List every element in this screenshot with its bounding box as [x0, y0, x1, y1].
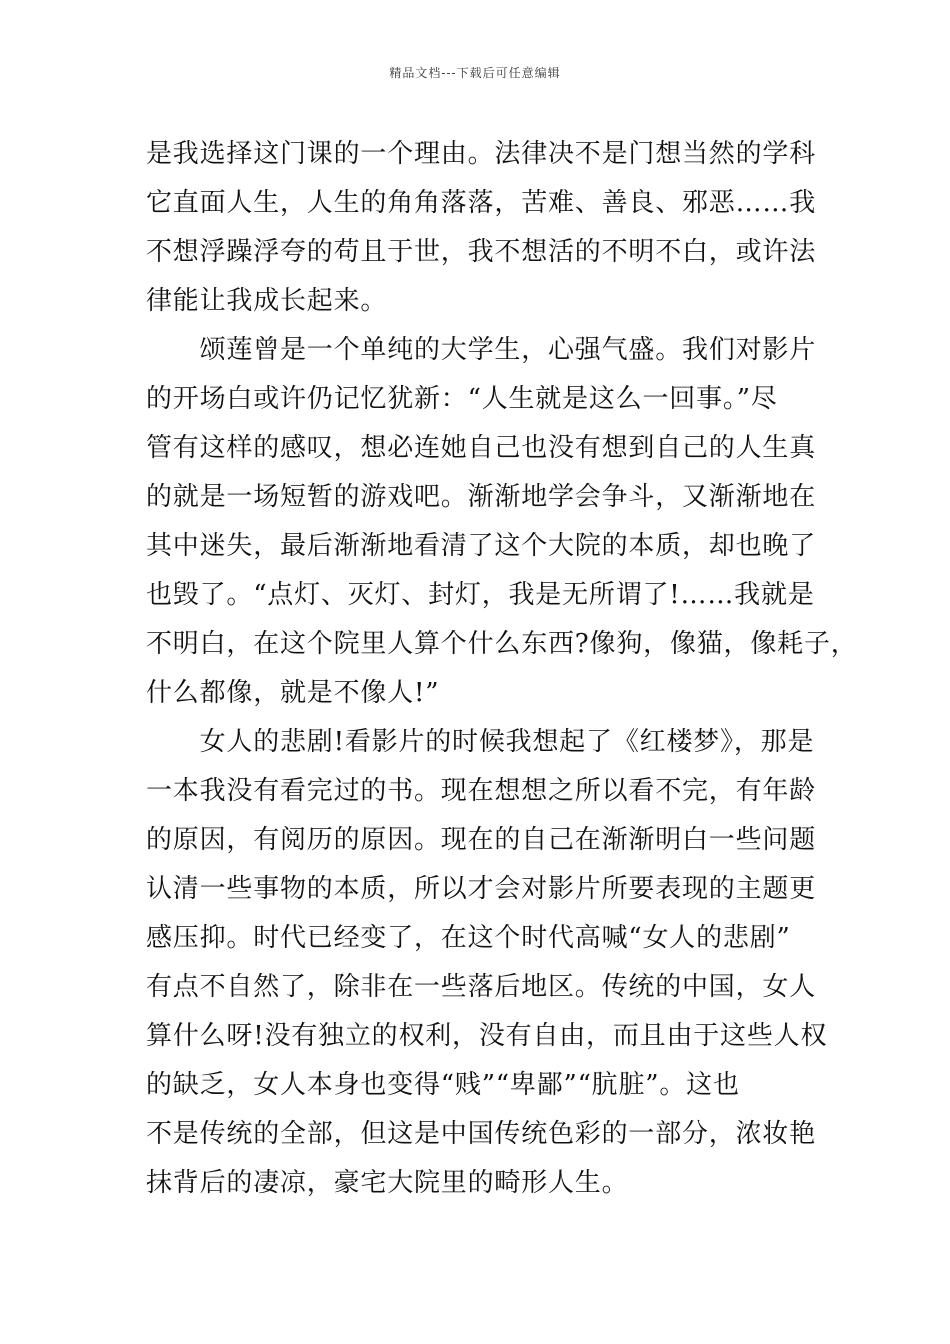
text-line: 有点不自然了，除非在一些落后地区。传统的中国，女人: [146, 972, 817, 1002]
text-line: 的就是一场短暂的游戏吧。渐渐地学会争斗，又渐渐地在: [146, 482, 817, 512]
text-line: 也毁了。“点灯、灭灯、封灯，我是无所谓了!……我就是: [146, 580, 815, 610]
text-line: 律能让我成长起来。: [146, 286, 388, 316]
page-header: 精品文档---下载后可任意编辑: [389, 66, 561, 80]
text-line: 的缺乏，女人本身也变得“贱”“卑鄙”“肮脏”。这也: [146, 1070, 740, 1100]
text-line: 是我选择这门课的一个理由。法律决不是门想当然的学科: [146, 139, 817, 169]
text-line: 的开场白或许仍记忆犹新：“人生就是这么一回事。”尽: [146, 384, 778, 414]
body-text: [146, 130, 858, 1208]
text-line: 不明白，在这个院里人算个什么东西?像狗，像猫，像耗子，: [146, 629, 858, 659]
text-line: 其中迷失，最后渐渐地看清了这个大院的本质，却也晚了: [146, 531, 817, 561]
text-line: 它直面人生，人生的角角落落，苦难、善良、邪恶……我: [146, 188, 817, 218]
text-line: 不是传统的全部，但这是中国传统色彩的一部分，浓妆艳: [146, 1119, 817, 1149]
text-line: 感压抑。时代已经变了，在这个时代高喊“女人的悲剧”: [146, 923, 791, 953]
text-line: 一本我没有看完过的书。现在想想之所以看不完，有年龄: [146, 776, 817, 806]
text-line: 女人的悲剧!看影片的时候我想起了《红楼梦》，那是: [146, 727, 815, 757]
text-line: 抹背后的凄凉，豪宅大院里的畸形人生。: [146, 1168, 629, 1198]
text-line: 的原因，有阅历的原因。现在的自己在渐渐明白一些问题: [146, 825, 817, 855]
text-line: 管有这样的感叹，想必连她自己也没有想到自己的人生真: [146, 433, 817, 463]
text-line: 不想浮躁浮夸的苟且于世，我不想活的不明不白，或许法: [146, 237, 817, 267]
text-line: 颂莲曾是一个单纯的大学生，心强气盛。我们对影片: [146, 335, 817, 365]
text-line: 认清一些事物的本质，所以才会对影片所要表现的主题更: [146, 874, 817, 904]
text-line: 算什么呀!没有独立的权利，没有自由，而且由于这些人权: [146, 1021, 828, 1051]
text-line: 什么都像，就是不像人!”: [146, 678, 440, 708]
